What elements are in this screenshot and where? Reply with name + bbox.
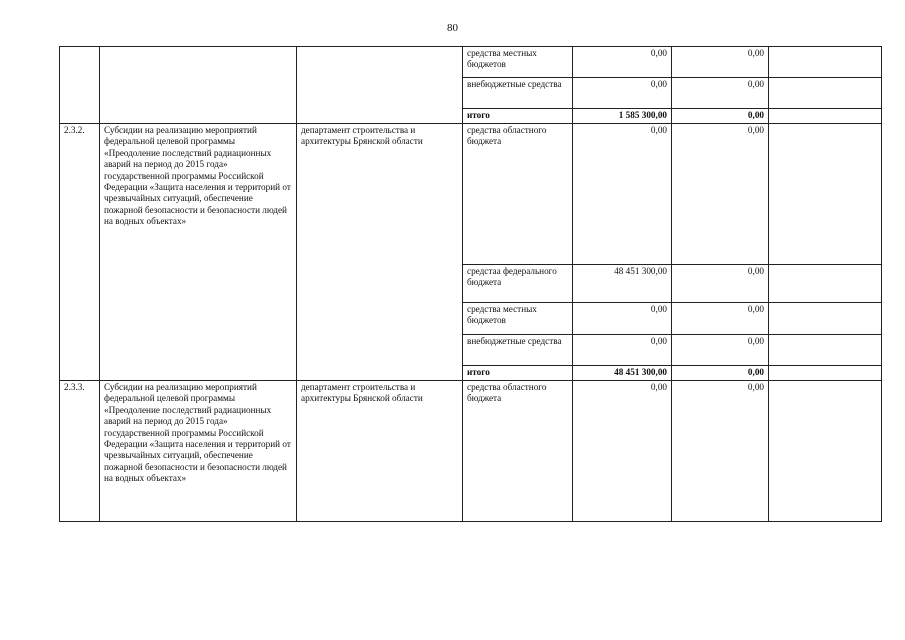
empty-cell [769,265,882,303]
empty-cell [769,109,882,124]
code-cell [60,47,100,124]
funding-source-cell: средства местных бюджетов [463,47,573,78]
funding-source-cell: средства областного бюджета [463,381,573,522]
page-number: 80 [447,22,458,34]
item-description-cell: Субсидии на реализацию мероприятий федеральной целевой программы «Преодоление последствий радиационных аварий на период до 2015 года» государственной программы Российской Федерации «Защита населения и территорий от чрезвычайных ситуаций, обеспечение пожарной безопасности и безопасности людей на водных объектах» [100,381,297,522]
item-executor-cell: департамент строительства и архитектуры Брянской области [297,381,463,522]
amount-cell: 0,00 [672,78,769,109]
budget-table [59,46,882,522]
amount-cell: 48 451 300,00 [573,366,672,381]
empty-cell [769,366,882,381]
amount-cell: 0,00 [672,47,769,78]
funding-source-cell: средства областного бюджета [463,124,573,265]
table-row [60,124,882,265]
empty-cell [769,78,882,109]
table-row [60,381,882,522]
amount-cell: 0,00 [573,335,672,366]
amount-cell: 0,00 [672,381,769,522]
funding-source-cell: средства местных бюджетов [463,303,573,335]
amount-cell: 0,00 [672,335,769,366]
amount-cell: 0,00 [672,366,769,381]
funding-source-cell: внебюджетные средства [463,335,573,366]
amount-cell: 48 451 300,00 [573,265,672,303]
amount-cell: 0,00 [573,47,672,78]
empty-cell [769,381,882,522]
item-executor-cell: департамент строительства и архитектуры Брянской области [297,124,463,381]
amount-cell: 0,00 [672,109,769,124]
table-row [60,47,882,78]
empty-cell [769,303,882,335]
empty-cell [769,335,882,366]
amount-cell: 0,00 [573,124,672,265]
item-description-cell: Субсидии на реализацию мероприятий федеральной целевой программы «Преодоление последствий радиационных аварий на период до 2015 года» государственной программы Российской Федерации «Защита населения и территорий от чрезвычайных ситуаций, обеспечение пожарной безопасности и безопасности людей на водных объектах» [100,124,297,381]
amount-cell: 0,00 [573,381,672,522]
item-code-cell: 2.3.2. [60,124,100,381]
funding-source-cell: итого [463,109,573,124]
amount-cell: 0,00 [672,303,769,335]
funding-source-cell: внебюджетные средства [463,78,573,109]
amount-cell: 0,00 [573,78,672,109]
amount-cell: 1 585 300,00 [573,109,672,124]
executor-cell [297,47,463,124]
item-code-cell: 2.3.3. [60,381,100,522]
funding-source-cell: средстаа федерального бюджета [463,265,573,303]
empty-cell [769,124,882,265]
empty-cell [769,47,882,78]
description-cell [100,47,297,124]
amount-cell: 0,00 [672,265,769,303]
amount-cell: 0,00 [573,303,672,335]
funding-source-cell: итого [463,366,573,381]
amount-cell: 0,00 [672,124,769,265]
